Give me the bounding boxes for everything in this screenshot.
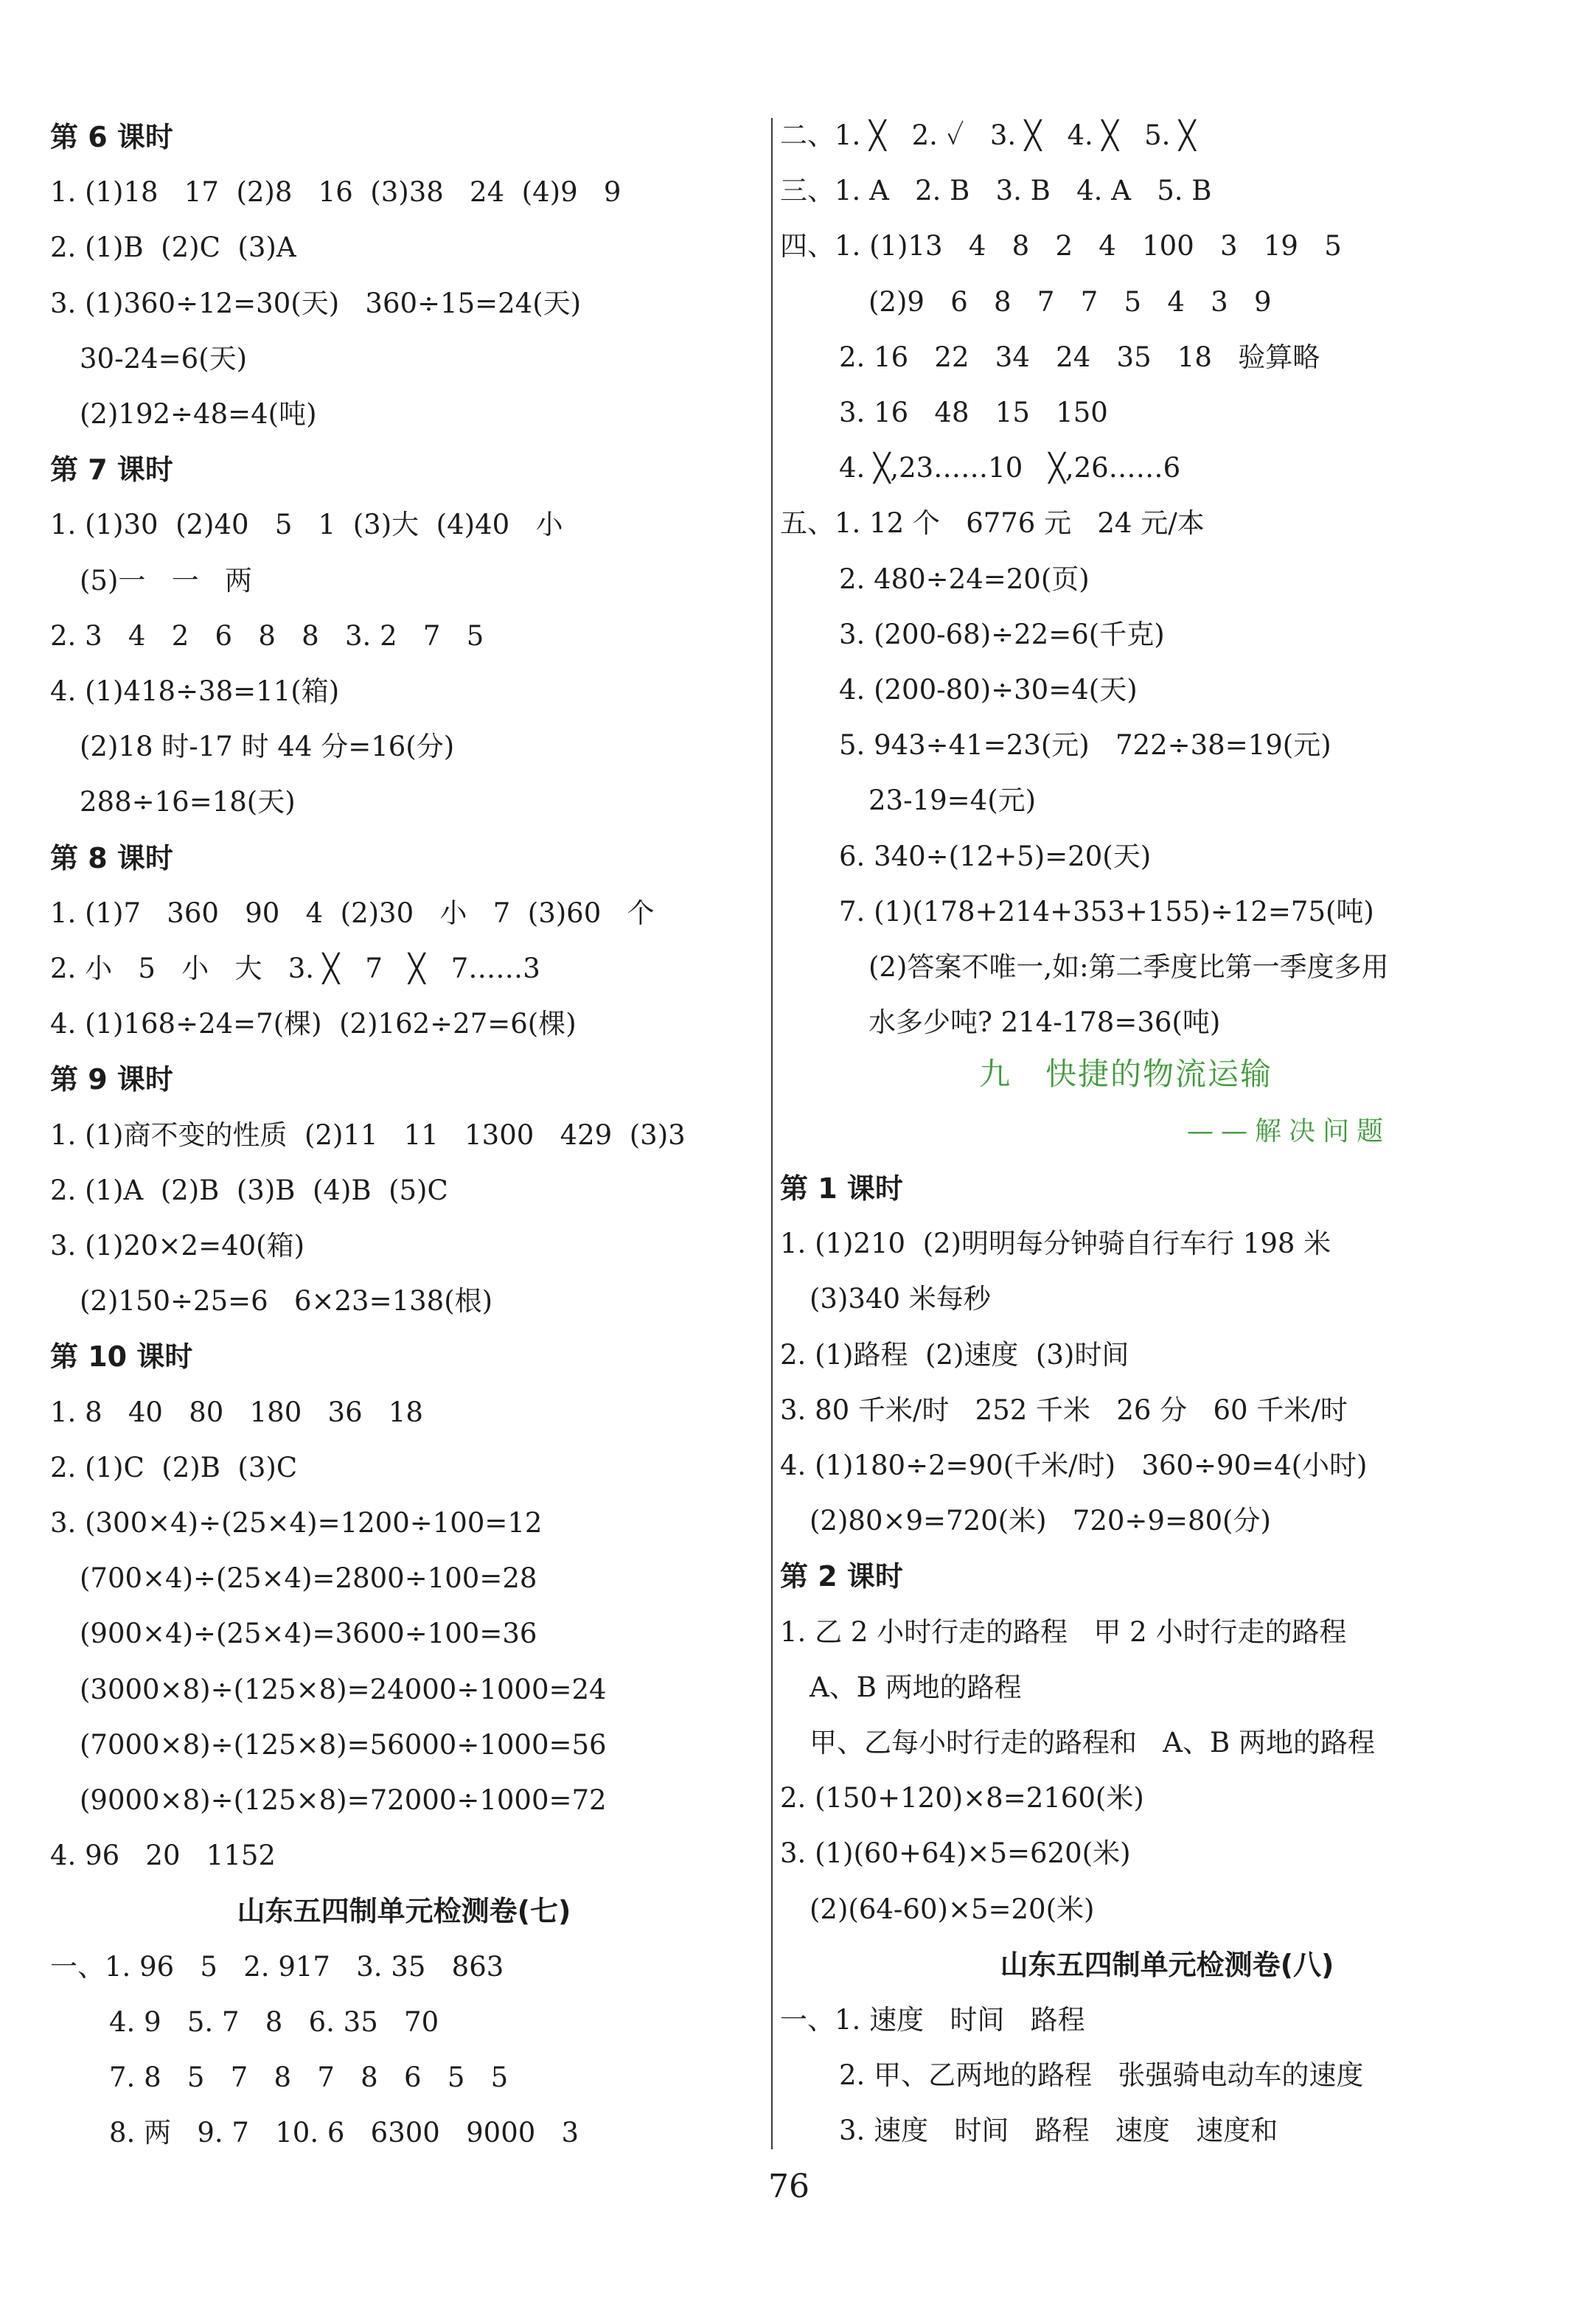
right-answer-line: 2. 甲、乙两地的路程 张强骑电动车的速度 [839, 2059, 1364, 2092]
left-answer-line: (2)18 时-17 时 44 分=16(分) [80, 731, 455, 763]
right-answer-line: 1. (1)210 (2)明明每分钟骑自行车行 198 米 [780, 1228, 1331, 1260]
left-answer-line: 1. (1)30 (2)40 5 1 (3)大 (4)40 小 [50, 509, 563, 541]
left-answer-line: 2. (1)A (2)B (3)B (4)B (5)C [50, 1174, 448, 1206]
right-answer-line: 3. (200-68)÷22=6(千克) [839, 618, 1165, 650]
left-answer-line: 7. 8 5 7 8 7 8 6 5 5 [109, 2062, 509, 2093]
right-answer-line: (3)340 米每秒 [810, 1283, 991, 1315]
unit-subtitle: ——解决问题 [1187, 1116, 1391, 1147]
right-answer-line: 水多少吨? 214-178=36(吨) [868, 1006, 1221, 1039]
left-answer-line: 1. 8 40 80 180 36 18 [50, 1396, 423, 1428]
left-answer-line: (5)一 一 两 [80, 564, 252, 596]
left-answer-line: 4. 9 5. 7 8 6. 35 70 [109, 2005, 439, 2038]
left-answer-line: 30-24=6(天) [80, 342, 248, 375]
left-answer-line: (2)192÷48=4(吨) [80, 398, 317, 430]
left-lesson-heading: 第 9 课时 [50, 1063, 173, 1096]
left-answer-line: (2)150÷25=6 6×23=138(根) [80, 1285, 493, 1318]
right-answer-line: 6. 340÷(12+5)=20(天) [839, 840, 1152, 872]
right-answer-line: 3. 16 48 15 150 [839, 397, 1108, 428]
left-answer-line: 1. (1)18 17 (2)8 16 (3)38 24 (4)9 9 [50, 176, 622, 209]
right-answer-line: (2)9 6 8 7 7 5 4 3 9 [868, 285, 1272, 318]
right-answer-line: 1. 乙 2 小时行走的路程 甲 2 小时行走的路程 [780, 1615, 1347, 1648]
right-answer-line: 2. (1)路程 (2)速度 (3)时间 [780, 1338, 1129, 1371]
left-answer-line: 8. 两 9. 7 10. 6 6300 9000 3 [109, 2117, 579, 2149]
column-divider [771, 118, 773, 2149]
right-answer-line: (2)(64-60)×5=20(米) [810, 1893, 1095, 1925]
right-lesson-heading: 第 2 课时 [780, 1560, 903, 1593]
left-answer-line: 4. (1)418÷38=11(箱) [50, 675, 340, 707]
left-lesson-heading: 第 10 课时 [50, 1340, 193, 1374]
left-answer-line: 2. (1)B (2)C (3)A [50, 232, 296, 264]
right-answer-line: 三、1. A 2. B 3. B 4. A 5. B [780, 175, 1212, 207]
left-answer-line: 1. (1)7 360 90 4 (2)30 小 7 (3)60 个 [50, 897, 655, 929]
left-answer-line: (700×4)÷(25×4)=2800÷100=28 [80, 1562, 537, 1595]
right-answer-line: 4. ╳,23……10 ╳,26……6 [839, 452, 1181, 484]
right-answer-line: 甲、乙每小时行走的路程和 A、B 两地的路程 [810, 1727, 1375, 1758]
left-answer-line: 1. (1)商不变的性质 (2)11 11 1300 429 (3)3 [50, 1118, 686, 1151]
right-answer-line: A、B 两地的路程 [810, 1671, 1022, 1703]
right-answer-line: 五、1. 12 个 6776 元 24 元/本 [780, 507, 1205, 540]
left-answer-line: (900×4)÷(25×4)=3600÷100=36 [80, 1618, 537, 1650]
left-lesson-heading: 第 8 课时 [50, 841, 173, 874]
left-answer-line: 4. (1)168÷24=7(棵) (2)162÷27=6(棵) [50, 1008, 577, 1040]
left-answer-line: (7000×8)÷(125×8)=56000÷1000=56 [80, 1728, 607, 1761]
right-answer-line: 一、1. 速度 时间 路程 [780, 2004, 1085, 2036]
right-answer-line: 2. 16 22 34 24 35 18 验算略 [839, 341, 1320, 373]
right-answer-line: 3. 速度 时间 路程 速度 速度和 [839, 2115, 1278, 2147]
left-answer-line: (3000×8)÷(125×8)=24000÷1000=24 [80, 1673, 607, 1705]
right-answer-line: (2)80×9=720(米) 720÷9=80(分) [810, 1505, 1271, 1537]
left-answer-line: 2. 小 5 小 大 3. ╳ 7 ╳ 7……3 [50, 953, 540, 984]
page-number: 76 [768, 2168, 810, 2205]
right-answer-line: 2. 480÷24=20(页) [839, 563, 1090, 595]
left-answer-line: 3. (300×4)÷(25×4)=1200÷100=12 [50, 1507, 543, 1539]
left-answer-line: 4. 96 20 1152 [50, 1840, 276, 1872]
right-answer-line: 7. (1)(178+214+353+155)÷12=75(吨) [839, 895, 1374, 928]
left-answer-line: 3. (1)360÷12=30(天) 360÷15=24(天) [50, 287, 582, 319]
left-lesson-heading: 第 7 课时 [50, 453, 173, 487]
right-answer-line: 二、1. ╳ 2. ✓ 3. ╳ 4. ╳ 5. ╳ [780, 119, 1196, 151]
right-answer-line: 23-19=4(元) [868, 784, 1037, 817]
right-answer-line: 3. (1)(60+64)×5=620(米) [780, 1837, 1131, 1870]
left-answer-line: 2. 3 4 2 6 8 8 3. 2 7 5 [50, 619, 484, 652]
right-answer-line: 3. 80 千米/时 252 千米 26 分 60 千米/时 [780, 1394, 1348, 1426]
right-answer-line: 4. (1)180÷2=90(千米/时) 360÷90=4(小时) [780, 1450, 1368, 1481]
left-answer-line: 288÷16=18(天) [80, 786, 296, 818]
unit-title: 九 快捷的物流运输 [979, 1056, 1273, 1092]
right-answer-line: 5. 943÷41=23(元) 722÷38=19(元) [839, 729, 1331, 762]
left-lesson-heading: 第 6 课时 [50, 121, 173, 153]
right-answer-line: 2. (150+120)×8=2160(米) [780, 1782, 1144, 1815]
left-exam-title: 山东五四制单元检测卷(七) [237, 1895, 571, 1928]
right-answer-line: 四、1. (1)13 4 8 2 4 100 3 19 5 [780, 230, 1342, 262]
right-answer-line: (2)答案不唯一,如:第二季度比第一季度多用 [868, 951, 1389, 983]
left-answer-line: (9000×8)÷(125×8)=72000÷1000=72 [80, 1784, 607, 1816]
left-answer-line: 一、1. 96 5 2. 917 3. 35 863 [50, 1950, 504, 1983]
right-answer-line: 4. (200-80)÷30=4(天) [839, 674, 1138, 706]
right-lesson-heading: 第 1 课时 [780, 1172, 903, 1205]
right-exam-title: 山东五四制单元检测卷(八) [1000, 1948, 1334, 1981]
left-answer-line: 3. (1)20×2=40(箱) [50, 1230, 305, 1262]
left-answer-line: 2. (1)C (2)B (3)C [50, 1451, 298, 1483]
